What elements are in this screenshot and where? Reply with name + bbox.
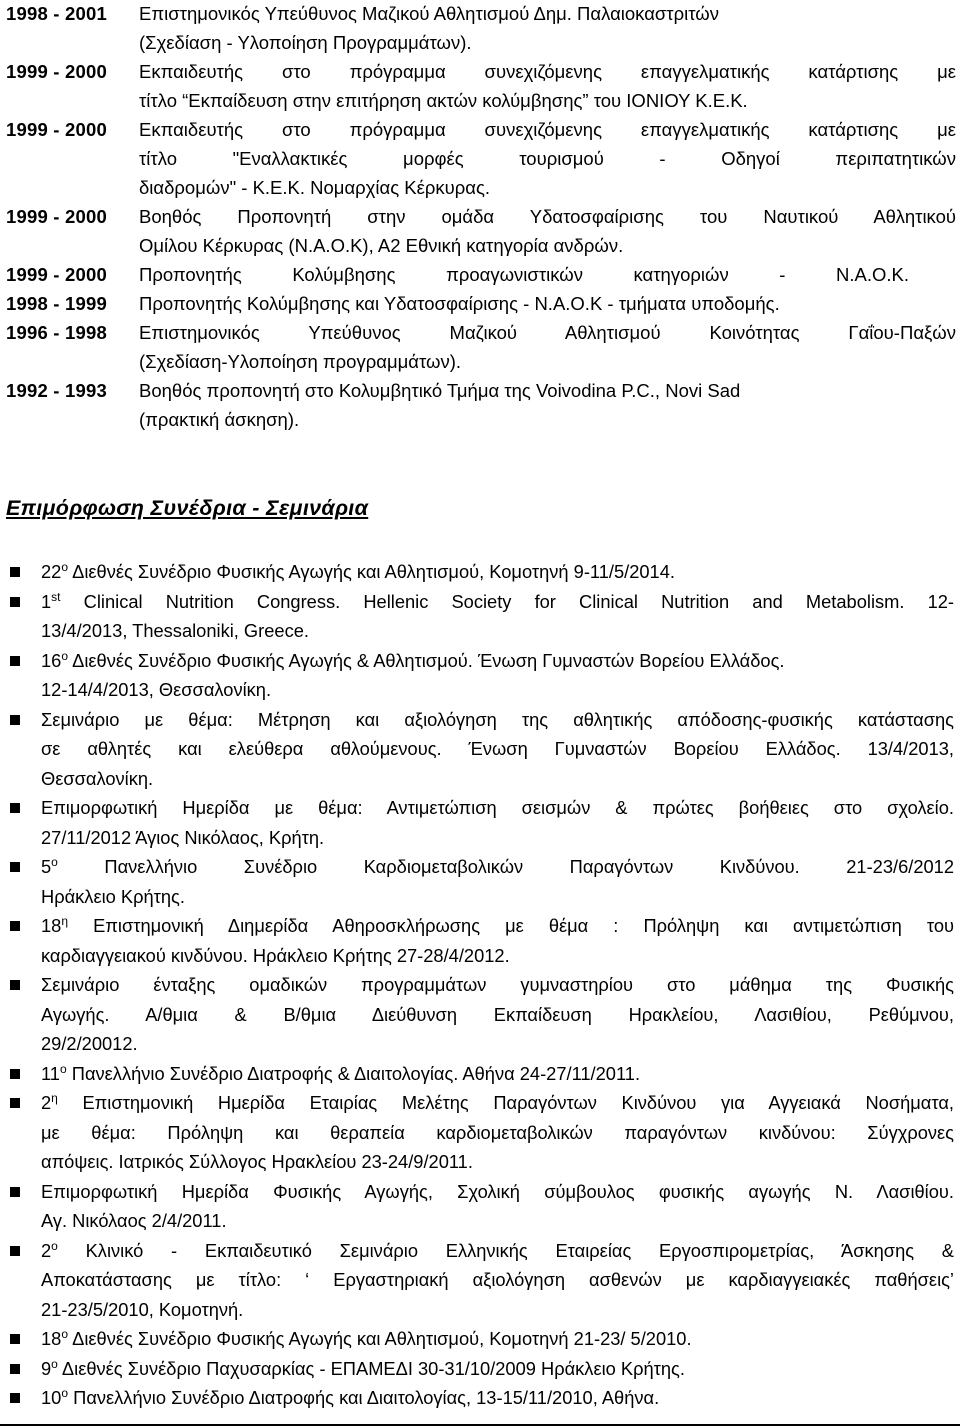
seminar-text: Κλινικό - Εκπαιδευτικό Σεμινάριο Ελληνικής Εταιρείας Εργοσπιρομετρίας, Άσκησης & — [57, 1239, 954, 1261]
career-entry — [6, 376, 956, 434]
square-bullet-icon — [10, 597, 20, 607]
entry-line: Βοηθός προπονητή στο Κολυμβητικό Τμήμα της Voivodina P.C., Novi Sad — [139, 380, 741, 401]
ordinal-number: 10 — [41, 1387, 62, 1408]
seminar-line: Αγ. Νικόλαος 2/4/2011. — [41, 1210, 227, 1231]
entry-description — [139, 260, 956, 289]
entry-years: 1999 - 2000 — [6, 264, 107, 285]
seminar-text: Επιστημονική Διημερίδα Αθηροσκλήρωσης με θέμα : Πρόληψη και αντιμετώπιση του — [68, 915, 954, 936]
entry-description — [139, 318, 956, 376]
seminar-item — [10, 1236, 954, 1325]
square-bullet-icon — [10, 980, 20, 990]
seminar-line: με θέμα: Πρόληψη και θεραπεία καρδιομεταβολικών παραγόντων κινδύνου: Σύγχρονες — [41, 1121, 954, 1143]
seminar-line: Ηράκλειο Κρήτης. — [41, 885, 185, 907]
seminar-text: Πανελλήνιο Συνέδριο Διατροφής και Διαιτολογίας, 13-15/11/2010, Αθήνα. — [68, 1387, 660, 1408]
career-entries — [6, 0, 956, 434]
seminar-text: Διεθνές Συνέδριο Παχυσαρκίας - ΕΠΑΜΕΔΙ 30-31/10/2009 Ηράκλειο Κρήτης. — [57, 1357, 685, 1379]
footer-rule — [0, 1424, 960, 1426]
seminar-line — [41, 852, 954, 882]
ordinal-suffix: η — [61, 913, 69, 928]
seminar-item — [10, 705, 954, 794]
seminar-item — [10, 587, 954, 646]
ordinal-suffix: η — [51, 1090, 58, 1105]
entry-years: 1998 - 2001 — [6, 3, 107, 24]
seminar-item — [10, 646, 954, 705]
seminar-line: Αγωγής. Α/θμια & Β/θμια Διεύθυνση Εκπαίδευση Ηρακλείου, Λασιθίου, Ρεθύμνου, — [41, 1003, 954, 1025]
seminar-text: Διεθνές Συνέδριο Φυσικής Αγωγής και Αθλητισμού, Κομοτηνή 9-11/5/2014. — [68, 561, 675, 582]
seminar-item — [10, 852, 954, 911]
ordinal-suffix: ο — [59, 1061, 67, 1076]
seminar-line — [41, 1059, 954, 1089]
ordinal-number: 1 — [41, 590, 52, 612]
seminar-text: Διεθνές Συνέδριο Φυσικής Αγωγής και Αθλητισμού, Κομοτηνή 21-23/ 5/2010. — [68, 1328, 692, 1349]
career-entry — [6, 115, 956, 202]
seminar-item — [10, 911, 954, 970]
square-bullet-icon — [10, 1069, 20, 1079]
square-bullet-icon — [10, 921, 20, 931]
seminar-line: 21-23/5/2010, Κομοτηνή. — [41, 1298, 244, 1320]
ordinal-suffix: st — [51, 589, 61, 604]
square-bullet-icon — [10, 715, 20, 725]
seminar-line: Επιμορφωτική Ημερίδα με θέμα: Αντιμετώπιση σεισμών & πρώτες βοήθειες στο σχολείο. — [41, 797, 954, 818]
ordinal-number: 18 — [41, 1328, 62, 1349]
entry-description — [139, 0, 956, 57]
seminar-line — [41, 587, 954, 617]
entry-years: 1996 - 1998 — [6, 322, 107, 343]
entry-line: Εκπαιδευτής στο πρόγραμμα συνεχιζόμενης επαγγελματικής κατάρτισης με — [139, 119, 956, 140]
seminar-line: 29/2/20012. — [41, 1033, 138, 1054]
seminar-line — [41, 911, 954, 941]
ordinal-suffix: ο — [51, 1356, 58, 1371]
seminar-item — [10, 1088, 954, 1177]
square-bullet-icon — [10, 656, 20, 666]
ordinal-number: 9 — [41, 1357, 52, 1379]
square-bullet-icon — [10, 1187, 20, 1197]
entry-line: Επιστημονικός Υπεύθυνος Μαζικού Αθλητισμού Κοινότητας Γαΐου-Παξών — [139, 322, 956, 343]
career-entry — [6, 57, 956, 115]
seminar-line — [41, 646, 954, 676]
seminar-text: Διεθνές Συνέδριο Φυσικής Αγωγής & Αθλητισμού. Ένωση Γυμναστών Βορείου Ελλάδος. — [68, 649, 785, 671]
entry-line: Προπονητής Κολύμβησης και Υδατοσφαίρισης - Ν.Α.Ο.Κ - τμήματα υποδομής. — [139, 293, 780, 314]
ordinal-number: 22 — [41, 561, 62, 582]
entry-years: 1998 - 1999 — [6, 293, 107, 314]
square-bullet-icon — [10, 567, 20, 577]
career-entry — [6, 289, 956, 318]
seminar-line: Σεμινάριο με θέμα: Μέτρηση και αξιολόγηση της αθλητικής απόδοσης-φυσικής κατάστασης — [41, 708, 954, 730]
square-bullet-icon — [10, 803, 20, 813]
square-bullet-icon — [10, 1364, 20, 1374]
square-bullet-icon — [10, 1098, 20, 1108]
ordinal-suffix: ο — [61, 1385, 69, 1400]
entry-line: Επιστημονικός Υπεύθυνος Μαζικού Αθλητισμού Δημ. Παλαιοκαστριτών — [139, 3, 719, 24]
entry-line: Ομίλου Κέρκυρας (Ν.Α.Ο.Κ), Α2 Εθνική κατηγορία ανδρών. — [139, 235, 624, 256]
entry-years: 1999 - 2000 — [6, 119, 107, 140]
entry-description — [139, 376, 956, 434]
seminar-text: Clinical Nutrition Congress. Hellenic Society for Clinical Nutrition and Metabolism. 12- — [60, 590, 954, 612]
entry-description — [139, 289, 956, 318]
ordinal-suffix: ο — [61, 648, 69, 663]
seminar-line: 27/11/2012 Άγιος Νικόλαος, Κρήτη. — [41, 826, 325, 848]
seminar-list — [10, 557, 954, 1413]
seminar-line: Θεσσαλονίκη. — [41, 767, 154, 789]
entry-description — [139, 115, 956, 202]
career-entry — [6, 0, 956, 57]
ordinal-suffix: ο — [51, 854, 58, 869]
seminar-item — [10, 1177, 954, 1236]
seminar-line: καρδιαγγειακού κινδύνου. Ηράκλειο Κρήτης 27-28/4/2012. — [41, 944, 510, 966]
seminar-line: σε αθλητές και ελεύθερα αθλούμενους. Ένωση Γυμναστών Βορείου Ελλάδος. 13/4/2013, — [41, 738, 954, 759]
seminar-line: Σεμινάριο ένταξης ομαδικών προγραμμάτων γυμναστηρίου στο μάθημα της Φυσικής — [41, 974, 954, 995]
seminar-line: 12-14/4/2013, Θεσσαλονίκη. — [41, 679, 272, 700]
ordinal-suffix: ο — [51, 1238, 58, 1253]
seminar-line — [41, 557, 954, 587]
seminar-line — [41, 1354, 954, 1384]
seminar-line: 13/4/2013, Thessaloniki, Greece. — [41, 620, 309, 641]
square-bullet-icon — [10, 1393, 20, 1403]
seminar-item — [10, 1354, 954, 1384]
entry-line: τίτλο “Εκπαίδευση στην επιτήρηση ακτών κολύμβησης” του ΙΟΝΙΟΥ Κ.Ε.Κ. — [139, 90, 748, 111]
seminar-item — [10, 1059, 954, 1089]
seminar-line — [41, 1324, 954, 1354]
seminar-item — [10, 970, 954, 1059]
ordinal-suffix: ο — [61, 559, 69, 574]
entry-line: τίτλο "Εναλλακτικές μορφές τουρισμού - Οδηγοί περιπατητικών — [139, 148, 956, 169]
entry-line: Βοηθός Προπονητή στην ομάδα Υδατοσφαίρισης του Ναυτικού Αθλητικού — [139, 206, 956, 227]
entry-description — [139, 57, 956, 115]
square-bullet-icon — [10, 862, 20, 872]
entry-line: (Σχεδίαση-Υλοποίηση προγραμμάτων). — [139, 351, 461, 372]
seminar-line — [41, 1383, 954, 1413]
ordinal-number: 18 — [41, 915, 62, 936]
seminar-item — [10, 793, 954, 852]
seminar-item — [10, 557, 954, 587]
ordinal-number: 2 — [41, 1092, 52, 1113]
entry-line: διαδρομών" - Κ.Ε.Κ. Νομαρχίας Κέρκυρας. — [139, 177, 491, 198]
ordinal-number: 11 — [41, 1062, 60, 1084]
seminar-text: Πανελλήνιο Συνέδριο Διατροφής & Διαιτολογίας. Αθήνα 24-27/11/2011. — [66, 1062, 641, 1084]
seminar-text: Πανελλήνιο Συνέδριο Καρδιομεταβολικών Παραγόντων Κινδύνου. 21-23/6/2012 — [57, 856, 954, 877]
ordinal-number: 2 — [41, 1239, 52, 1261]
seminar-line: απόψεις. Ιατρικός Σύλλογος Ηρακλείου 23-24/9/2011. — [41, 1151, 473, 1172]
seminar-item — [10, 1324, 954, 1354]
seminar-item — [10, 1383, 954, 1413]
entry-description — [139, 202, 956, 260]
seminar-text: Επιστημονική Ημερίδα Εταιρίας Μελέτης Παραγόντων Κινδύνου για Αγγειακά Νοσήματα, — [57, 1092, 954, 1113]
ordinal-number: 5 — [41, 856, 52, 877]
square-bullet-icon — [10, 1246, 20, 1256]
entry-line: (Σχεδίαση - Υλοποίηση Προγραμμάτων). — [139, 32, 472, 53]
ordinal-number: 16 — [41, 649, 62, 671]
entry-years: 1999 - 2000 — [6, 61, 107, 82]
seminar-line — [41, 1236, 954, 1266]
ordinal-suffix: ο — [61, 1326, 69, 1341]
section-title: Επιμόρφωση Συνέδρια - Σεμινάρια — [6, 496, 369, 520]
entry-years: 1999 - 2000 — [6, 206, 107, 227]
entry-line: Εκπαιδευτής στο πρόγραμμα συνεχιζόμενης επαγγελματικής κατάρτισης με — [139, 61, 956, 82]
seminar-line: Επιμορφωτική Ημερίδα Φυσικής Αγωγής, Σχολική σύμβουλος φυσικής αγωγής Ν. Λασιθίου. — [41, 1180, 954, 1202]
seminar-line: Αποκατάστασης με τίτλο: ‘ Εργαστηριακή αξιολόγηση ασθενών με καρδιαγγειακές παθήσεις’ — [41, 1269, 954, 1290]
square-bullet-icon — [10, 1334, 20, 1344]
entry-line: Προπονητής Κολύμβησης προαγωνιστικών κατηγοριών - Ν.Α.Ο.Κ. — [139, 264, 909, 285]
seminar-line — [41, 1088, 954, 1118]
career-entry — [6, 318, 956, 376]
entry-years: 1992 - 1993 — [6, 380, 107, 401]
career-entry — [6, 260, 956, 289]
entry-line: (πρακτική άσκηση). — [139, 409, 300, 430]
career-entry — [6, 202, 956, 260]
